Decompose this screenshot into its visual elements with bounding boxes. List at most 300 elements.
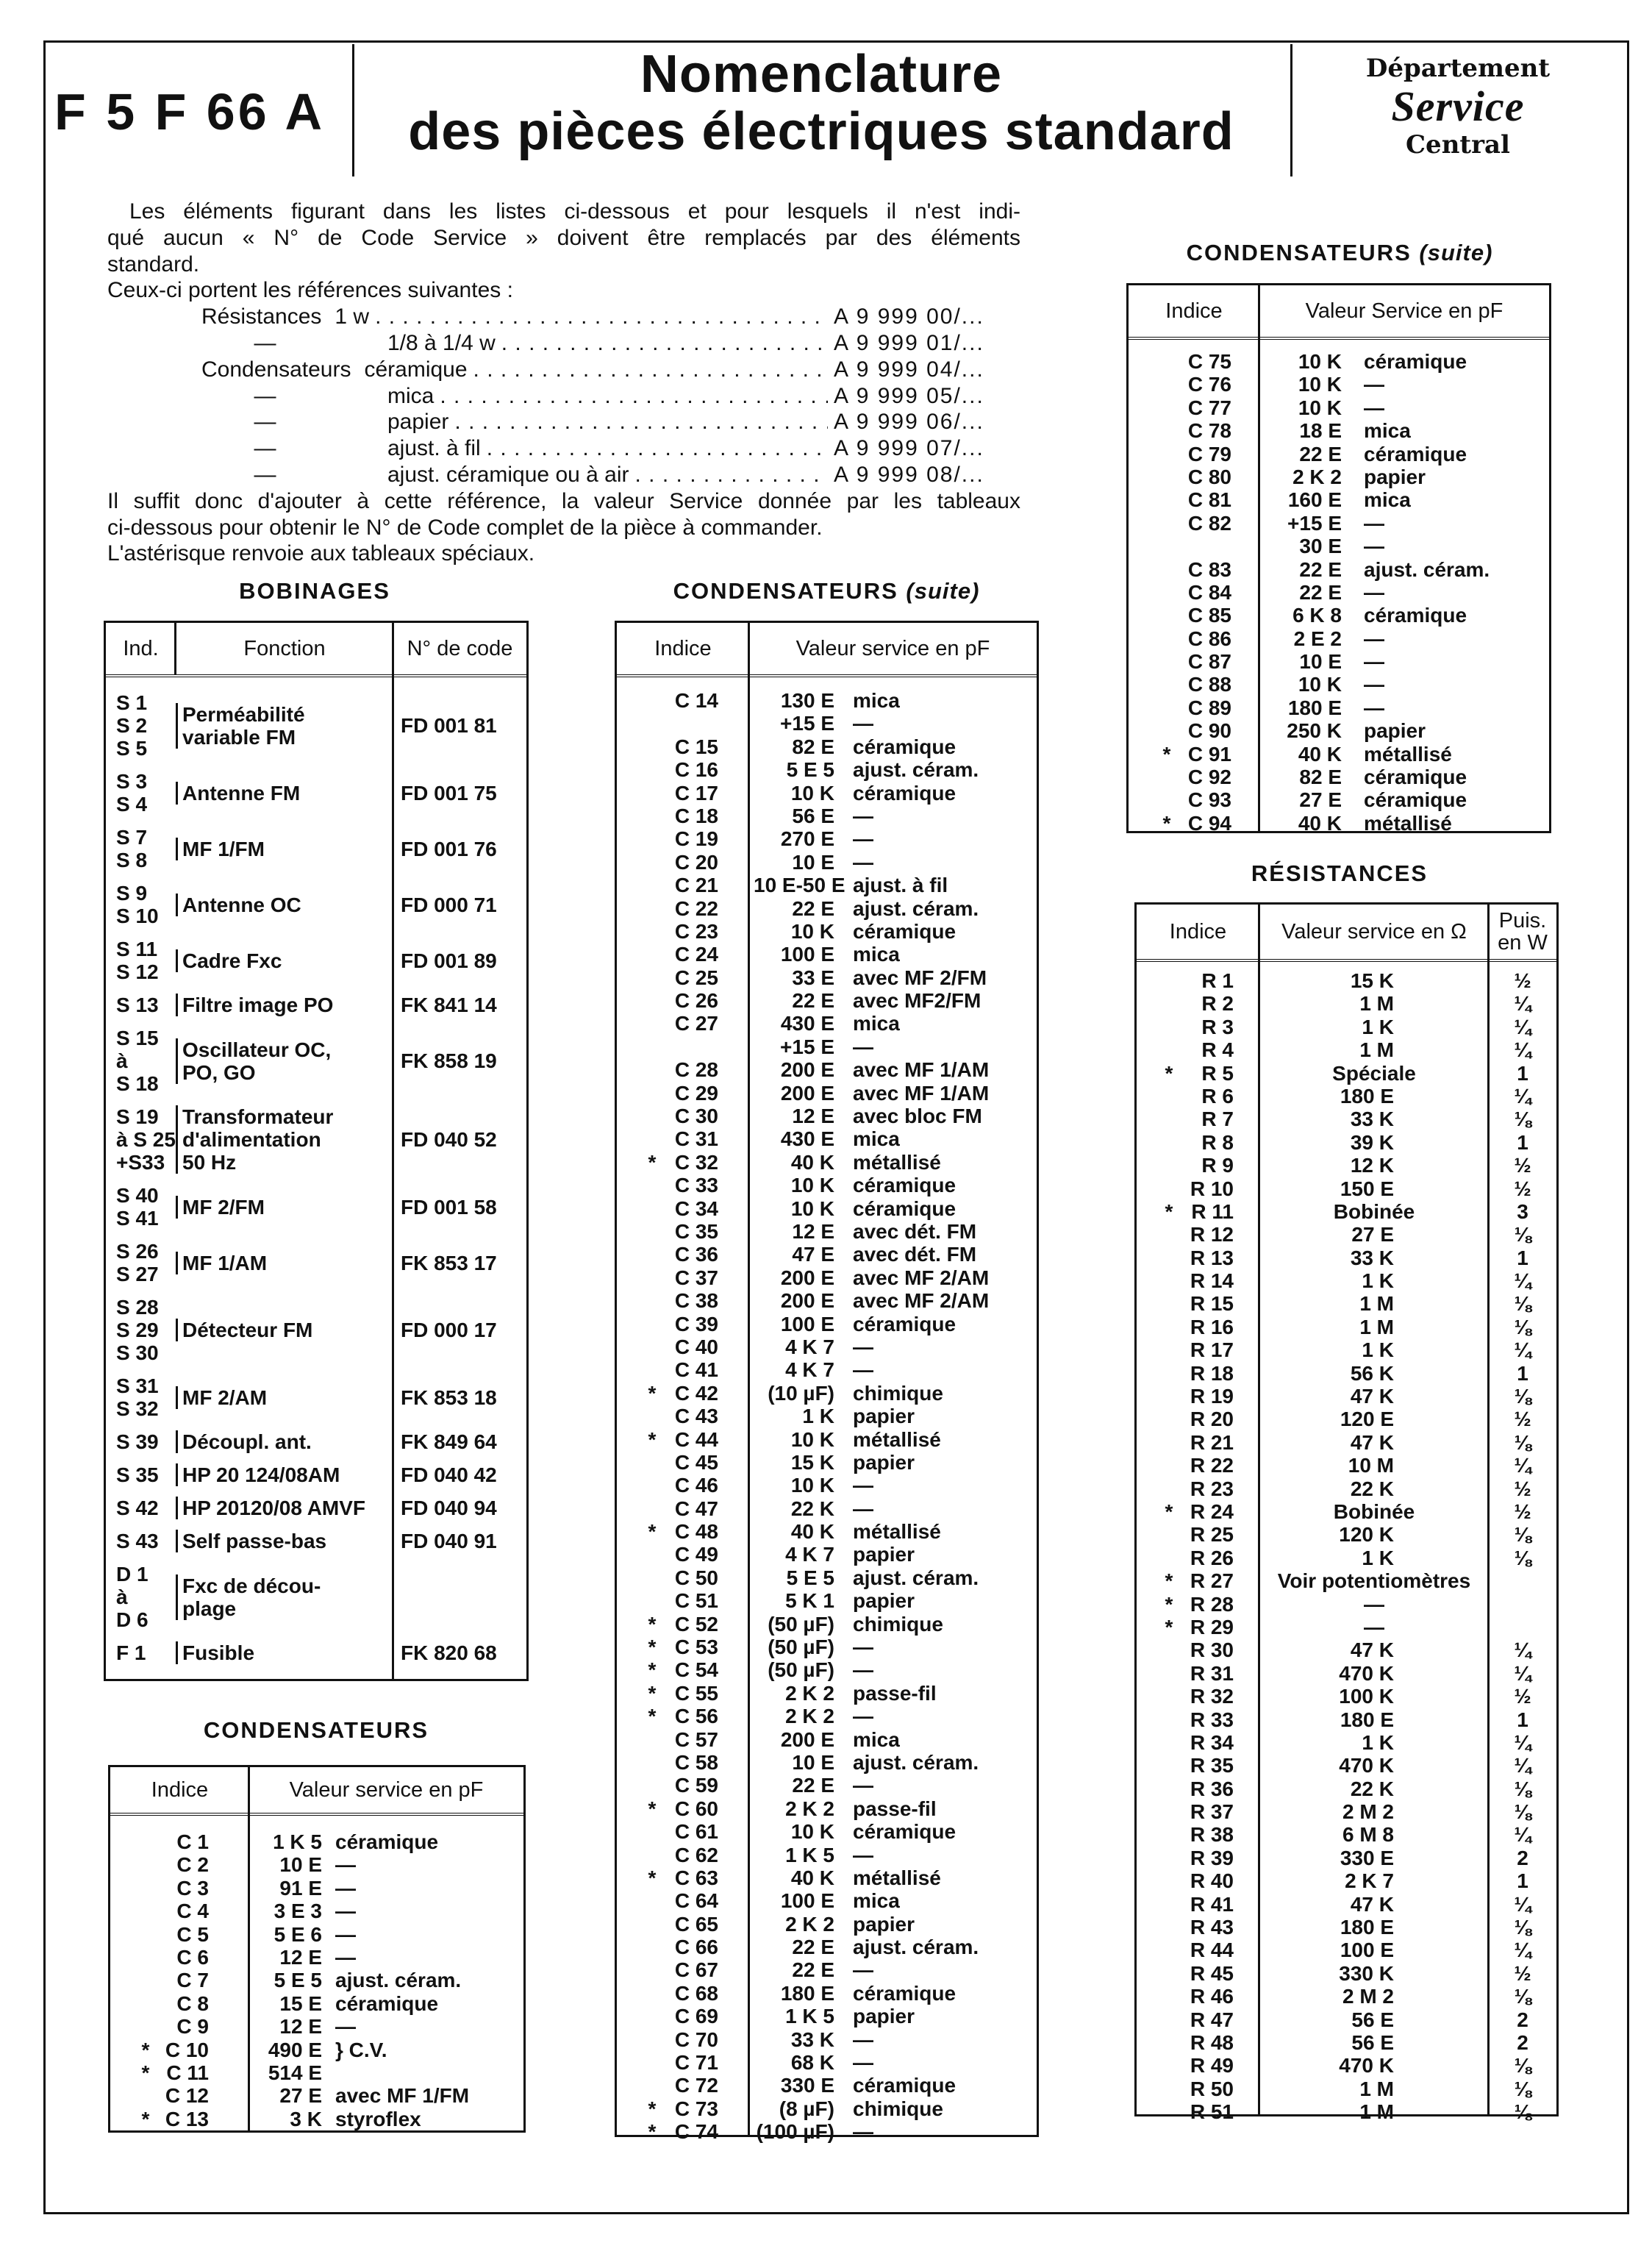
row-indice: R 49 [1190,2054,1234,2078]
row-value: 82 E [792,735,834,758]
table-row [1137,1893,1556,1916]
reference-prefix: Résistances [201,304,322,329]
table-row [106,1558,526,1636]
row-indice: C 18 [674,804,718,827]
table-row [617,1289,1037,1312]
row-code: FK 853 17 [401,1251,497,1274]
row-type: — [853,804,873,827]
row-fonction: MF 1/FM [176,838,393,860]
row-value: 430 E [780,1012,834,1035]
row-value: 1 K [1362,1338,1394,1362]
asterisk-mark: * [1165,1569,1173,1593]
resistances-table [1134,902,1559,2124]
table-row [1137,1523,1556,1546]
row-indice: R 2 [1201,992,1234,1016]
asterisk-mark: * [648,1866,657,1889]
department-block [1292,53,1623,160]
row-ind: S 1 S 2 S 5 [116,691,148,760]
row-fonction: Oscillateur OC, PO, GO [176,1038,393,1084]
table-row [1137,1847,1556,1869]
table-row [617,943,1037,966]
asterisk-mark: * [1165,1592,1173,1616]
table-header [617,623,1037,677]
row-value: 33 K [1350,1246,1394,1269]
row-value: 1 M [1359,1315,1394,1338]
row-value: 22 E [1299,442,1342,466]
asterisk-mark: * [648,2097,657,2120]
row-value: 15 K [790,1450,834,1474]
row-indice: C 40 [674,1335,718,1358]
intro-line: standard. [107,252,200,277]
row-indice: C 43 [674,1405,718,1428]
table-row [1137,1477,1556,1500]
table-row [1137,1247,1556,1269]
row-type: mica [853,1889,900,1913]
row-value: 56 E [792,804,834,827]
row-ind: S 9 S 10 [116,882,159,927]
row-indice: C 32 [674,1150,718,1174]
table-row [617,805,1037,827]
row-value: 100 K [1339,1685,1394,1708]
row-type: avec bloc FM [853,1105,982,1128]
row-value: +15 E [780,1035,834,1058]
row-type: — [1364,627,1384,650]
row-indice: R 44 [1190,1939,1234,1962]
row-value: 200 E [780,1266,834,1289]
row-value: 2 E 2 [1293,627,1342,650]
table-row [617,1082,1037,1105]
table-row [617,989,1037,1012]
row-fonction: MF 2/FM [176,1196,393,1219]
table-body [617,689,1037,2144]
row-indice: C 69 [674,2005,718,2028]
row-value: 39 K [1350,1130,1394,1154]
row-code: FK 841 14 [401,994,497,1016]
row-value: 12 E [279,1945,322,1969]
table-row [106,1369,526,1425]
table-row [1137,969,1556,992]
reference-list [107,304,1020,488]
table-row [1137,1223,1556,1246]
row-indice: R 43 [1190,1916,1234,1939]
row-type: papier [853,1912,915,1936]
row-type: — [853,1335,873,1358]
intro-line: qué aucun « N° de Code Service » doivent être remplacés par des éléments [107,225,1020,250]
table-row [617,1844,1037,1866]
row-indice: C 94 [1187,811,1231,835]
row-indice: C 80 [1187,465,1231,488]
row-value: 22 E [792,1774,834,1797]
row-indice: R 28 [1190,1592,1234,1616]
row-value: 10 K [790,1427,834,1451]
reference-label: ajust. céramique ou à air [387,462,629,487]
table-row [617,2074,1037,2097]
row-indice: R 9 [1201,1154,1234,1177]
table-row [1137,2008,1556,2031]
row-power: 1 [1517,1869,1528,1893]
row-value: 12 K [1350,1154,1394,1177]
row-value: 470 K [1339,1661,1394,1685]
row-indice: C 75 [1187,350,1231,373]
row-value: 180 E [1287,696,1342,719]
row-value: 100 E [780,943,834,966]
row-power: ⅛ [1514,2077,1531,2100]
reference-prefix: — [254,410,276,435]
row-type: céramique [1364,350,1467,373]
row-type: céramique [853,735,956,758]
dot-leader [454,409,828,435]
row-ind: S 43 [116,1530,159,1552]
table-row [110,1900,523,1922]
table-row [617,1728,1037,1751]
row-indice: C 42 [674,1381,718,1405]
row-indice: C 85 [1187,604,1231,627]
row-indice: C 16 [674,758,718,782]
row-indice: R 47 [1190,2008,1234,2031]
table-row [110,1946,523,1969]
row-value: 47 K [1350,1430,1394,1454]
table-row [617,1313,1037,1335]
row-type: — [853,2120,873,2144]
row-indice: C 12 [165,2084,209,2108]
table-row [617,1566,1037,1589]
row-power: ⅛ [1514,1223,1531,1247]
row-indice: C 88 [1187,673,1231,696]
table-row [617,1820,1037,1843]
table-row [617,1474,1037,1497]
row-value: (50 µF) [768,1612,834,1636]
table-row [617,758,1037,781]
row-value: 10 E-50 E [754,874,845,897]
table-row [617,1613,1037,1636]
row-indice: C 53 [674,1636,718,1659]
row-indice: C 57 [674,1727,718,1751]
row-value: 2 K 2 [785,1912,834,1936]
row-indice: C 82 [1187,511,1231,535]
row-power: 1 [1517,1708,1528,1731]
row-value: 100 E [1340,1939,1394,1962]
row-value: 22 K [790,1497,834,1520]
row-value: 33 E [792,966,834,989]
row-value: 27 E [1299,788,1342,812]
table-row [1129,581,1549,604]
table-row [1137,1662,1556,1685]
row-code: FD 001 76 [401,837,497,860]
intro-line: Les éléments figurant dans les listes ci-dessous et pour lesquels il n'est indi- [129,199,1020,224]
table-row [1129,812,1549,835]
intro-text [107,199,1020,567]
table-row [106,1100,526,1179]
condensateurs-table [108,1765,526,2133]
header-indice: Indice [1165,299,1223,323]
table-row [110,1992,523,2015]
dept-line-1: Département [1365,54,1551,83]
table-row [617,1866,1037,1889]
reference-label: ajust. à fil [387,436,481,461]
row-code: FD 001 81 [401,714,497,737]
row-type: avec MF2/FM [853,989,981,1013]
row-type: — [853,1658,873,1682]
row-indice: C 51 [674,1589,718,1613]
row-indice: C 52 [674,1612,718,1636]
row-value: 2 K 2 [785,1681,834,1705]
row-type: papier [853,1589,915,1613]
row-value: 91 E [279,1876,322,1900]
table-row [1137,992,1556,1015]
row-indice: C 49 [674,1543,718,1566]
reference-row [107,357,1025,383]
asterisk-mark: * [648,2120,657,2144]
table-row [1129,743,1549,766]
row-type: mica [853,1127,900,1151]
dot-leader [440,383,828,410]
row-type: chimique [853,2097,943,2120]
row-type: métallisé [853,1427,941,1451]
row-indice: C 39 [674,1312,718,1335]
row-type: — [335,1876,356,1900]
row-value: 47 K [1350,1638,1394,1662]
row-indice: C 47 [674,1497,718,1520]
table-row [617,1705,1037,1727]
row-ind: S 31 S 32 [116,1374,159,1420]
table-row [1137,2054,1556,2077]
row-code: FD 040 94 [401,1497,497,1519]
table-row [1137,1200,1556,1223]
table-row [1137,1754,1556,1777]
table-row [1137,1154,1556,1177]
row-type: styroflex [335,2107,421,2130]
table-row [1137,1547,1556,1569]
row-value: 27 E [1351,1223,1394,1247]
row-value: 10 K [790,919,834,943]
row-power: ¼ [1514,1939,1531,1962]
row-type: mica [853,1727,900,1751]
row-ind: S 13 [116,994,159,1016]
row-indice: R 14 [1190,1269,1234,1293]
row-ind: S 28 S 29 S 30 [116,1296,159,1364]
row-indice: C 29 [674,1081,718,1105]
row-power: ½ [1514,1154,1531,1177]
row-value: 200 E [780,1081,834,1105]
row-indice: R 11 [1191,1199,1234,1223]
table-row [110,1853,523,1876]
row-type: — [853,1474,873,1497]
row-type: céramique [853,1820,956,1844]
row-value: 56 K [1350,1361,1394,1385]
row-type: métallisé [1364,811,1452,835]
table-row [1137,1431,1556,1454]
row-indice: C 63 [674,1866,718,1889]
table-row [617,1682,1037,1705]
row-indice: C 3 [176,1876,209,1900]
dot-leader [473,357,828,383]
row-fonction: MF 2/AM [176,1386,393,1409]
row-indice: R 33 [1190,1708,1234,1731]
row-power: ¼ [1514,1038,1531,1062]
row-ind: S 7 S 8 [116,826,148,871]
resistances-title: RÉSISTANCES [1251,860,1428,886]
table-row [106,1425,526,1458]
row-value: 2 M 2 [1342,1985,1394,2008]
intro-closing-line: ci-dessous pour obtenir le N° de Code complet de la pièce à commander. [107,515,823,540]
row-value: 1 M [1359,2077,1394,2100]
asterisk-mark: * [1162,811,1171,835]
row-value: 22 E [792,989,834,1013]
row-type: } C.V. [335,2038,387,2061]
row-power: ½ [1514,1961,1531,1985]
table-row [1137,1131,1556,1154]
row-value: 10 K [790,1196,834,1220]
row-fonction: Découpl. ant. [176,1430,393,1453]
row-value: 10 E [792,850,834,874]
table-row [617,2097,1037,2120]
table-row [110,1969,523,1991]
row-indice: C 54 [674,1658,718,1682]
row-power: ¼ [1514,1754,1531,1777]
table-row [1137,2031,1556,2054]
row-value: 430 E [780,1127,834,1151]
row-type: avec dét. FM [853,1243,977,1266]
table-row [1137,1916,1556,1939]
table-row [617,1774,1037,1797]
row-value: (8 µF) [779,2097,834,2120]
row-type: — [853,1843,873,1866]
row-indice: R 20 [1190,1408,1234,1431]
row-indice: R 45 [1190,1961,1234,1985]
row-type: — [1364,580,1384,604]
table-row [1137,1292,1556,1315]
row-indice: C 22 [674,896,718,920]
row-indice: R 4 [1201,1038,1234,1062]
row-indice: C 60 [674,1797,718,1820]
row-ind: S 39 [116,1430,159,1453]
table-row [617,1174,1037,1196]
row-ind: S 40 S 41 [116,1184,159,1230]
table-row [1129,443,1549,466]
row-value: 68 K [790,2051,834,2075]
row-type: avec MF 1/AM [853,1081,990,1105]
row-type: — [853,1497,873,1520]
row-value: — [1364,1592,1384,1616]
header-valeur: Valeur service en Ω [1281,920,1467,944]
row-power: ⅛ [1514,1315,1531,1338]
row-value: 330 K [1339,1961,1394,1985]
row-type: mica [1364,488,1411,512]
reference-row [107,409,1025,435]
row-indice: C 23 [674,919,718,943]
row-value: 1 K [802,1405,834,1428]
table-row [617,1428,1037,1451]
row-type: papier [853,1450,915,1474]
row-value: 5 E 6 [273,1922,322,1946]
row-type: — [853,1035,873,1058]
row-value: 1 K 5 [273,1830,322,1853]
header-indice: Indice [654,637,712,660]
table-row [106,765,526,821]
row-value: 12 E [792,1105,834,1128]
row-value: 330 E [780,2074,834,2097]
row-type: ajust. céram. [853,896,979,920]
row-type: — [853,1958,873,1982]
row-type: céramique [853,1196,956,1220]
table-row [1137,1731,1556,1754]
row-type: ajust. céram. [853,758,979,782]
row-type: — [853,850,873,874]
table-row [617,782,1037,805]
row-fonction: Antenne OC [176,894,393,916]
row-indice: R 22 [1190,1454,1234,1477]
row-fonction: Perméabilité variable FM [176,703,393,749]
row-indice: R 19 [1190,1385,1234,1408]
row-fonction: Fxc de décou- plage [176,1574,393,1620]
row-power: ¼ [1514,1084,1531,1108]
row-value: (50 µF) [768,1658,834,1682]
row-value: 2 K 2 [1292,465,1342,488]
row-type: papier [1364,719,1426,743]
row-code: FD 040 91 [401,1530,497,1552]
page-title [352,46,1290,160]
row-code: FK 849 64 [401,1430,497,1453]
table-row [110,2084,523,2107]
row-indice: C 81 [1187,488,1231,512]
row-value: 2 K 2 [785,1705,834,1728]
row-fonction: Cadre Fxc [176,949,393,972]
row-value: 40 K [1298,742,1342,766]
table-row [106,1458,526,1491]
table-row [106,821,526,877]
header-fonction: Fonction [243,637,326,660]
row-ind: S 26 S 27 [116,1240,159,1285]
table-row [110,2108,523,2130]
row-power: ½ [1514,1477,1531,1500]
asterisk-mark: * [1165,1615,1173,1638]
table-row [617,1358,1037,1381]
row-value: 56 E [1351,2030,1394,2054]
bobinages-table [104,621,529,1681]
header-code: N° de code [407,637,513,660]
column-divider [174,623,176,674]
row-type: céramique [335,1830,439,1853]
header-indice: Indice [151,1778,209,1802]
row-value: 1 M [1359,2100,1394,2124]
table-row [617,1127,1037,1150]
table-row [1137,1638,1556,1661]
row-value: 22 K [1350,1477,1394,1500]
row-indice: C 64 [674,1889,718,1913]
reference-label: 1 w [335,304,370,329]
row-value: 15 K [1350,969,1394,992]
reference-code: A 9 999 00/... [834,304,984,329]
row-value: 10 K [790,1820,834,1844]
row-power: ⅛ [1514,1916,1531,1939]
row-value: 22 E [792,896,834,920]
table-row [617,1889,1037,1912]
row-power: ¼ [1514,1661,1531,1685]
row-value: 12 E [279,2015,322,2039]
row-value: 33 K [790,2027,834,2051]
row-indice: C 56 [674,1705,718,1728]
row-indice: C 84 [1187,580,1231,604]
reference-row [107,383,1025,410]
row-value: 3 K [290,2107,322,2130]
table-row [106,877,526,932]
row-indice: C 5 [176,1922,209,1946]
row-type: céramique [853,1312,956,1335]
row-value: — [1364,1615,1384,1638]
table-row [1129,396,1549,419]
row-code: FD 001 58 [401,1195,497,1219]
row-indice: C 34 [674,1196,718,1220]
